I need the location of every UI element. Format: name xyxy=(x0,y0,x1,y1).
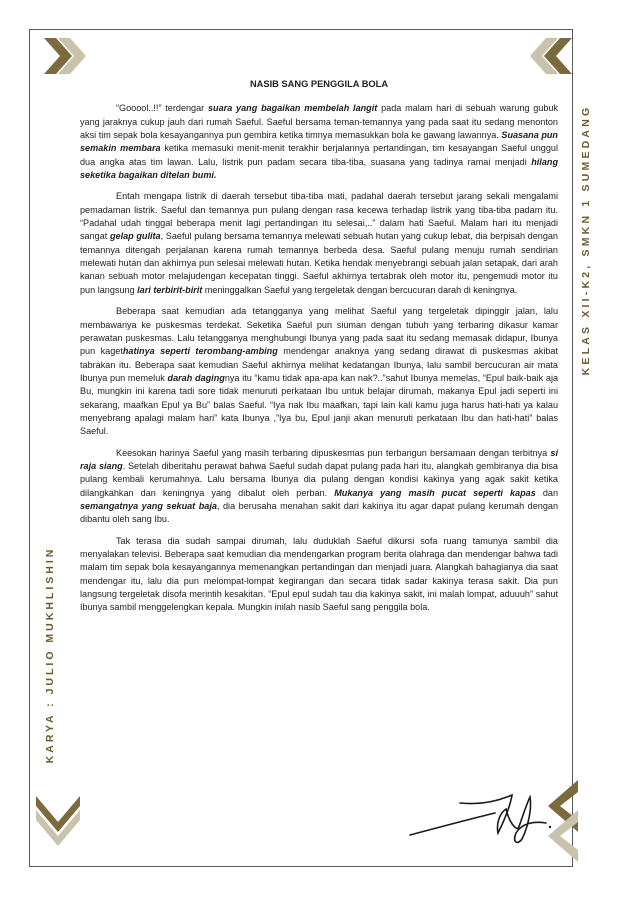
class-vertical-text: KELAS XII-K2, SMKN 1 SUMEDANG xyxy=(580,104,592,376)
author-signature xyxy=(400,783,560,849)
emphasis-phrase: gelap gulita xyxy=(109,231,161,242)
text-run: , Saeful pulang bersama temannya melewati sebuah hutan yang cukup lebat, dia berpisah dengan temannya ditengah perjalanan karena rumah temannya berbeda desa. Saeful pulang menuju rumah sendirian melewati hutan dan akhirnya pun selesai melewati hutan. Ketika hendak menyebrangi sebuah jalan setapak, dari arah kanan sebuah motor melajudengan kecepatan tinggi. Saeful akhirnya tertabrak oleh motor itu, pengemudi motor itu pun langsung xyxy=(80,231,558,295)
story-paragraph xyxy=(80,535,558,615)
story-paragraph xyxy=(80,102,558,182)
emphasis-phrase: semangatnya yang sekuat baja xyxy=(80,500,217,511)
story-paragraph xyxy=(80,190,558,297)
text-run: Tak terasa dia sudah sampai dirumah, lalu duduklah Saeful dikursi sofa ruang tamunya sambil dia menyalakan televisi. Beberapa saat kemudian dia mendengarkan program berita olahraga dan mendengar bahwa tadi malam tim sepak bola kesayangannya memenangkan pertandingan dan menjadi juara. Alangkah bahagianya dia saat mendengar itu, lalu dia pun melompat-lompat kegirangan dan secara tidak sadar kakinya terasa sakit. Dia pun langsung tergeletak disofa merintih kesakitan. “Epul epul sudah tau dia kakinya sakit, ini malah lompat, aduuuh” sahut Ibunya sambil menggelengkan kepala. Mungkin inilah nasib Saeful sang penggila bola. xyxy=(80,535,558,613)
emphasis-phrase: si raja siang xyxy=(80,447,558,471)
story-document xyxy=(80,78,558,623)
emphasis-phrase: lari terbirit-birit xyxy=(137,284,203,295)
emphasis-phrase: Mukanya yang masih pucat seperti kapas xyxy=(334,487,536,498)
emphasis-phrase: hatinya seperti terombang-ambing xyxy=(122,346,278,357)
text-run: , dia berusaha menahan sakit dari kakinya itu agar dapat pulang kerumah dengan dibantu oleh sang Ibu. xyxy=(80,500,558,525)
text-run: Entah mengapa listrik di daerah tersebut tiba-tiba mati, padahal daerah tersebut jarang sekali mengalami pemadaman listrik. Saeful dan temannya pun pulang dengan rasa kecewa terhadap listrik yang tiba-tiba padam itu. “Padahal udah tinggal beberapa menit lagi pertandingan itu selesai,..” dalam hati Saeful. Malam hari itu menjadi sangat xyxy=(80,191,558,242)
story-body xyxy=(80,102,558,614)
text-run: nya itu “kamu tidak apa-apa kan nak?..”sahut Ibunya memelas, “Epul baik-baik aja Bu, mungkin ini karena tadi sore tidak menuruti perkataan Ibu untuk belajar dirumah, makanya Epul jadi seperti ini sekarang, maafkan Epul ya Bu” balas Saeful. “Iya nak Ibu maafkan, tapi lain kali kamu juga harus hati-hati ya kalau menyebrang apalagi malam hari” kata Ibunya ,”Iya bu, Epul janji akan menuruti perkataan Ibu dan hati-hati” balas Saeful. xyxy=(80,372,559,437)
text-run: . Setelah diberitahu perawat bahwa Saeful sudah dapat pulang pada hari itu, alangkah gembiranya dia bisa pulang kembali kerumahnya. Lalu bersama Ibunya dia pulang dengan kondisi kakinya yang agak sakit ketika dilangkahkan dan keningnya yang dibalut oleh perban. xyxy=(80,460,558,498)
emphasis-phrase: darah daging xyxy=(167,372,225,383)
text-run: Keesokan harinya Saeful yang masih terbaring dipuskesmas pun terbangun bersamaan dengan terbitnya xyxy=(116,447,551,458)
text-run: “Gooool..!!” terdengar xyxy=(116,103,208,114)
author-vertical-text: KARYA : JULIO MUKHLISHIN xyxy=(44,546,56,764)
emphasis-phrase: suara yang bagaikan membelah langit xyxy=(208,103,378,114)
emphasis-phrase: hilang seketika bagaikan ditelan bumi. xyxy=(80,156,558,181)
text-run: pada malam hari di sebuah warung gubuk yang jaraknya cukup jauh dari rumah Saeful. Saeful bersama teman-temannya yang pada saat itu sedang menonton aksi tim sepak bola kesayangannya pun gembira ketika timnya memasukkan bola ke gawang lawannya. xyxy=(80,103,559,141)
text-run: meninggalkan Saeful yang tergeletak dengan bercucuran darah di keningnya. xyxy=(202,284,518,295)
text-run: ketika memasuki menit-menit terakhir berjalannya pertandingan, tim kesayangan Saeful unggul dua angka atas tim lawan. Lalu, listrik pun padam secara tiba-tiba, suasana yang tadinya ramai menjadi xyxy=(80,143,558,167)
text-run: mendengar anaknya yang sedang dirawat di puskesmas akibat tabrakan itu. Beberapa saat kemudian Saeful akhirnya melihat kedatangan Ibunya, lalu sambil bercucuran air mata Ibunya pun memeluk xyxy=(80,346,558,383)
story-paragraph xyxy=(80,447,558,527)
emphasis-phrase: Suasana pun semakin membara xyxy=(80,130,558,154)
text-run: dan xyxy=(535,487,558,498)
story-paragraph xyxy=(80,305,558,438)
text-run: Beberapa saat kemudian ada tetangganya yang melihat Saeful yang tergeletak dipinggir jalan, lalu membawanya ke puskesmas terdekat. Seketika Saeful pun siuman dengan tubuh yang terbaring dikasur kamar perawatan puskesmas. Lalu tetangganya menghubungi Ibunya yang pada saat itu sedang memasak didapur, Ibunya pun kaget xyxy=(80,306,558,357)
chevron-bottom-left-icon xyxy=(36,796,82,854)
story-title: NASIB SANG PENGGILA BOLA xyxy=(249,79,389,89)
